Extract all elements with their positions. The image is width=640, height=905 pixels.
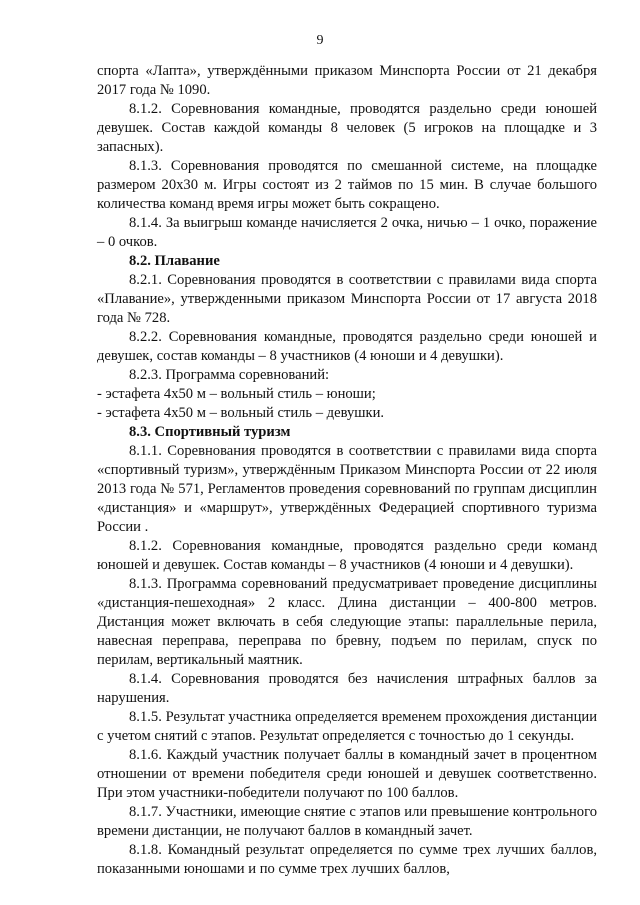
paragraph-tourism-8-1-1: 8.1.1. Соревнования проводятся в соответствии с правилами вида спорта «спортивный туризм», утверждённым Приказом Минспорта России от 22 июля 2013 года № 571, Регламентов проведения соревнований по группам дисциплин «дистанция» и «маршрут», утверждённых Федерацией спортивного туризма России . (97, 443, 597, 535)
list-item-relay-girls: - эстафета 4х50 м – вольный стиль – девушки. (97, 405, 385, 421)
paragraph-tourism-8-1-3: 8.1.3. Программа соревнований предусматривает проведение дисциплины «дистанция-пешеходная» 2 класс. Длина дистанции – 400-800 метров. Дистанция может включать в себя следующие этапы: параллельные перила, навесная переправа, переправа по бревну, подъем по перилам, спуск по перилам, вертикальный маятник. (97, 576, 597, 668)
section-heading-swimming: 8.2. Плавание (129, 253, 220, 269)
list-item-relay-boys: - эстафета 4х50 м – вольный стиль – юноши; (97, 386, 376, 402)
paragraph-tourism-8-1-6: 8.1.6. Каждый участник получает баллы в командный зачет в процентном отношении от времени победителя среди юношей и девушек соответственно. При этом участники-победители получают по 100 баллов. (97, 747, 597, 801)
paragraph-8-1-4: 8.1.4. За выигрыш команде начисляется 2 очка, ничью – 1 очко, поражение – 0 очков. (97, 215, 597, 250)
section-heading-tourism: 8.3. Спортивный туризм (129, 424, 291, 440)
paragraph-tourism-8-1-8: 8.1.8. Командный результат определяется по сумме трех лучших баллов, показанными юношами и по сумме трех лучших баллов, (97, 842, 597, 877)
paragraph-8-1-2: 8.1.2. Соревнования командные, проводятся раздельно среди юношей девушек. Состав каждой команды 8 человек (5 игроков на площадке и 3 запасных). (97, 101, 597, 155)
paragraph-tourism-8-1-4: 8.1.4. Соревнования проводятся без начисления штрафных баллов за нарушения. (97, 671, 597, 706)
paragraph-8-2-3: 8.2.3. Программа соревнований: (129, 367, 330, 383)
paragraph-8-1-3: 8.1.3. Соревнования проводятся по смешанной системе, на площадке размером 20х30 м. Игры состоят из 2 таймов по 15 мин. В случае большого количества команд время игры может быть сокращено. (97, 158, 597, 212)
page-number: 9 (316, 33, 324, 48)
paragraph-tourism-8-1-5: 8.1.5. Результат участника определяется временем прохождения дистанции с учетом снятий с этапов. Результат определяется с точностью до 1 секунды. (97, 709, 597, 744)
paragraph-tourism-8-1-2: 8.1.2. Соревнования командные, проводятся раздельно среди команд юношей и девушек. Состав команды – 8 участников (4 юноши и 4 девушки). (97, 538, 597, 573)
paragraph-8-2-2: 8.2.2. Соревнования командные, проводятся раздельно среди юношей и девушек, состав команды – 8 участников (4 юноши и 4 девушки). (97, 329, 597, 364)
paragraph-tourism-8-1-7: 8.1.7. Участники, имеющие снятие с этапов или превышение контрольного времени дистанции, не получают баллов в командный зачет. (97, 804, 597, 839)
paragraph-continuation: спорта «Лапта», утверждёнными приказом Минспорта России от 21 декабря 2017 года № 1090. (97, 63, 597, 98)
document-body (97, 62, 597, 879)
paragraph-8-2-1: 8.2.1. Соревнования проводятся в соответствии с правилами вида спорта «Плавание», утвержденными приказом Минспорта России от 17 августа 2018 года № 728. (97, 272, 597, 326)
